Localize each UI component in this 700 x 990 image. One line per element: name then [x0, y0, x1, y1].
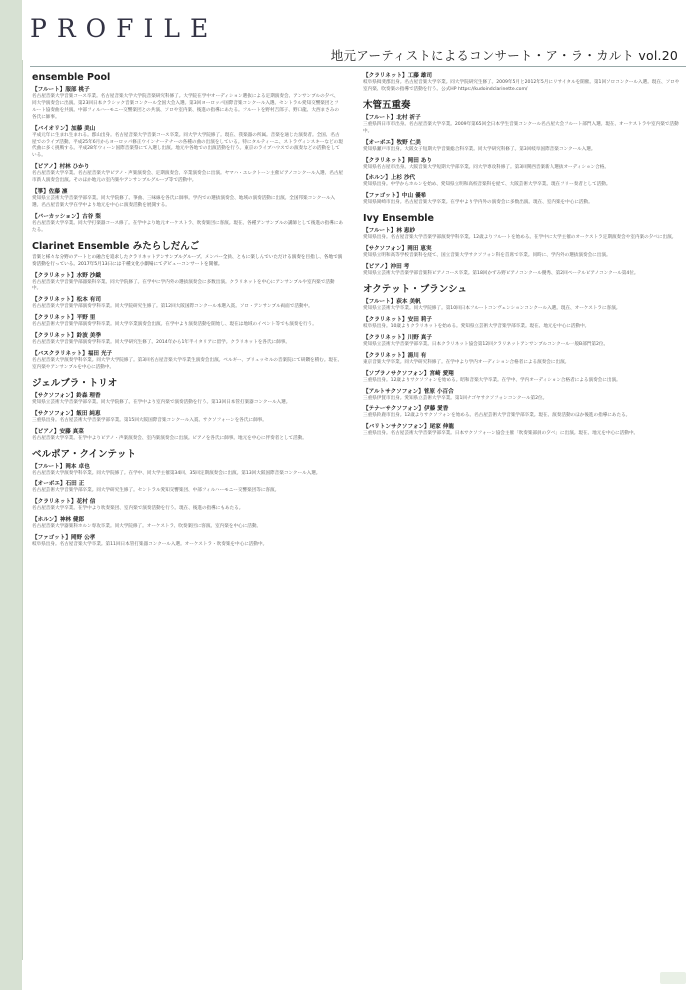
ensemble-section — [32, 449, 343, 550]
member-bio: 名古屋音楽大学卒業。在学中より吹奏楽団、室内楽で演奏活動を行う。現在、後進の指導にもあたる。 — [32, 506, 244, 512]
member-bio: 名古屋芸術大学音楽学部卒業。同大学研究生修了。セントラル愛知交響楽団、中部フィルハーモニー交響楽団等に客演。 — [32, 488, 280, 494]
member-profile — [32, 410, 343, 425]
member-bio: 愛知県立芸術大学卒業。同大学院修了。第10回日本フルートコンヴェンションコンクール入選。現在、オーケストラに客演。 — [363, 305, 621, 311]
member-name: 【ピアノ】沖田 考 — [363, 264, 410, 271]
header-rule — [30, 66, 686, 67]
member-name: 【ピアノ】村林 ひかり — [32, 164, 90, 171]
ensemble-section — [363, 284, 681, 438]
member-profile — [32, 463, 343, 478]
member-name: 【サクソフォン】鈴森 理香 — [32, 392, 101, 399]
ensemble-title: ensemble Pool — [32, 72, 111, 83]
ensemble-title: ジェルブラ・トリオ — [32, 377, 118, 389]
ensemble-section — [363, 100, 681, 207]
member-profile — [32, 188, 343, 210]
member-profile — [363, 114, 681, 136]
member-bio: 名古屋音楽大学卒業。在学中よりピアノ・声楽演奏会、室内楽演奏会に出演。ピアノを各氏に師事。地元を中心に伴奏者として活動。 — [32, 435, 307, 441]
member-bio: 名古屋芸術大学音楽学部演奏学科卒業。同大学卒業演奏会出演。在学中より演奏活動を開始し、現在は地域のイベント等でも演奏を行う。 — [32, 322, 317, 328]
member-name: 【フルート】岡本 卓也 — [32, 463, 90, 470]
member-bio: 岐阜県出身。名古屋音楽大学卒業。第11回日本管打楽器コンクール入選。オーケストラ・吹奏楽を中心に活動中。 — [32, 542, 268, 548]
member-bio: 名古屋音楽大学演奏学科卒業。同大学大学院修了。第3回名古屋音楽大学卒業生演奏会出演。ベルギー、ブリュッセルの音楽院にて研鑽を積む。現在、室内楽やアンサンブルを中心に活動中。 — [32, 358, 343, 370]
ensemble-title: オクテット・ブランシュ — [363, 283, 467, 295]
ensemble-section — [363, 72, 681, 94]
member-name: 【クラリネット】岡田 あり — [363, 157, 432, 164]
member-bio: 名古屋音楽大学卒業。同大学打楽器コース修了。在学中より地元オーケストラ、吹奏楽団に客演。現在、各種アンサンブルの講師として後進の指導にあたる。 — [32, 220, 344, 233]
member-bio: 岐阜県出身。10歳よりクラリネットを始める。愛知県立芸術大学音楽学部卒業。現在、地元を中心に活動中。 — [363, 323, 590, 329]
member-name: 【フルート】荻本 美帆 — [363, 298, 421, 305]
member-name: 【オーボエ】牧野 仁美 — [363, 139, 421, 146]
member-profile — [363, 72, 681, 94]
member-bio: 愛知県立芸術大学音楽学部卒業。同大学院修了。在学中より室内楽で演奏活動を行う。第13回日本管打楽器コンクール入選。 — [32, 399, 291, 405]
member-name: 【ホルン】上杉 沙代 — [363, 175, 416, 182]
member-profile — [32, 314, 343, 329]
member-name: 【クラリネット】花村 信 — [32, 499, 96, 506]
ensemble-title: Clarinet Ensemble みたらしだんご — [32, 240, 200, 252]
member-profile — [363, 298, 681, 313]
member-bio: 名古屋音楽大学音楽学部演奏学科卒業。同大学院研究生修了。第12回大阪国際コンクール本選入賞。ソロ・アンサンブル両面で活動中。 — [32, 304, 313, 310]
member-name: 【バイオリン】加藤 美山 — [32, 125, 96, 132]
member-bio: 愛知県岡崎市出身。名古屋音楽大学卒業。在学中より学内外の演奏会に多数出演。現在、室内楽を中心に活動。 — [363, 200, 593, 206]
member-bio: 三重県出身。名古屋芸術大学音楽学部卒業。第15回大阪国際音楽コンクール入賞。サクソフォーンを各氏に師事。 — [32, 417, 267, 423]
member-profile — [363, 423, 681, 438]
member-profile — [32, 350, 343, 372]
member-name: 【サクソフォン】岡田 恵実 — [363, 246, 432, 253]
member-bio: 名古屋音楽大学音楽学部演奏学科卒業。同大学研究生修了。2014年から1年半イタリアに留学。クラリネットを各氏に師事。 — [32, 340, 290, 346]
member-name: 【パーカッション】古谷 梨 — [32, 213, 101, 220]
member-bio: 愛知県出身。中学からホルンを始め、愛知県立明和高校音楽科を経て、大阪芸術大学卒業。現在フリー奏者として活動。 — [363, 182, 611, 188]
member-name: 【クラリネット】湯川 有 — [363, 352, 427, 359]
member-name: 【クラリネット】鈴波 美季 — [32, 333, 101, 340]
member-profile — [363, 227, 681, 242]
member-profile — [363, 139, 681, 154]
member-bio: 愛知県立芸術大学音楽学部卒業。日本クラリネット協会第12回クラリネットアンサンブルコンクール一般B部門第2位。 — [363, 341, 609, 347]
member-bio: 平成元年に生まれ生まれる。郡山出身。名古屋音楽大学音楽コース卒業。同大学大学院修了。現在、我楽器の所属。音楽を通じた演奏者。全国、名古屋でのライブ活動。平成25年6月からヨーロッパ修正ウインナーテナーの各種の曲の出演をしている。特にタルティーニ、ストラヴィンスキーなどの現代曲に多く挑戦する。平成28年ウィーン国際音楽祭にて入選し出演。地元や各地での出演活動を行う。東京のライブハウスでの演奏などの活動をしている。 — [32, 132, 343, 159]
member-name: 【ファゴット】岡野 公孝 — [32, 535, 96, 542]
member-profile — [363, 174, 681, 189]
member-profile — [363, 157, 681, 172]
member-bio: 愛知県名古屋市出身。大阪音楽大学短期大学部卒業。同大学専攻科修了。第3回関西音楽新人選抜オーディション合格。 — [363, 164, 609, 170]
member-name: 【オーボエ】石田 正 — [32, 481, 85, 488]
left-decorative-band — [0, 0, 22, 990]
member-profile — [32, 125, 343, 161]
member-bio: 三重県出身。名古屋芸術大学音楽学部卒業。日本サクソフォーン協会主催「吹奏楽部員の夕べ」に出演。現在、地元を中心に活動中。 — [363, 431, 639, 437]
member-profile — [363, 388, 681, 403]
member-name: 【バスクラリネット】福田 光子 — [32, 351, 113, 358]
member-name: 【ホルン】神林 健郎 — [32, 517, 85, 524]
member-name: 【アルトサクソフォン】菅原 小百合 — [363, 388, 454, 395]
member-bio: 三重県伊賀市出身。愛知県立芸術大学卒業。第1回ナゴヤサクソフォンコンクール第2位。 — [363, 395, 548, 401]
member-bio: 東京音楽大学卒業。同大学研究科修了。在学中より学内オーディション合格者による演奏会に出演。 — [363, 359, 570, 365]
member-profile — [32, 296, 343, 311]
member-bio: 名古屋音楽大学音楽コース卒業。名古屋音楽大学大学院音楽研究科修了。大学院在学中オーディション選抜による定期演奏会、アンサンブルの夕べ、同大学演奏会に出演。第23回日本クラシック音楽コンクール全国大会入選。第3回ヨーロッパ国際音楽コンクール入選。セントラル愛知交響楽団とフルート協奏曲を共演。中部フィルハーモニー交響楽団との共演、ソロや室内楽、後進の指導にあたる。フルートを野村吉郎子、野口龍、大西まさみの各氏に師事。 — [32, 94, 339, 120]
member-bio: 三重県出身。12歳よりサクソフォンを始める。昭和音楽大学卒業。在学中、学内オーディション合格者による演奏会に出演。 — [363, 377, 621, 383]
ensemble-title: Ivy Ensemble — [363, 213, 434, 225]
member-profile — [32, 428, 343, 443]
member-name: 【テナーサクソフォン】伊藤 愛香 — [363, 406, 449, 413]
divider-line — [22, 60, 23, 960]
member-bio: 愛知県瀬戸市出身。大阪女子短期大学音楽総合科卒業。同大学研究科修了。第3回岐阜国際音楽コンクール入選。 — [363, 146, 596, 152]
member-name: 【クラリネット】平野 里 — [32, 315, 96, 322]
corner-badge — [660, 972, 686, 984]
member-bio: 愛知県立芸術大学音楽学部音楽科ピアノコース卒業。第18回かずみ野ピアノコンクール優秀、第2回ペーテルピアノコンクール第4位。 — [363, 271, 639, 277]
member-profile — [363, 192, 681, 207]
member-profile — [32, 480, 343, 495]
member-name: 【クラリネット】安田 莉子 — [363, 316, 432, 323]
ensemble-section — [363, 213, 681, 278]
left-column — [32, 72, 343, 555]
right-column — [363, 72, 681, 444]
page-title: PROFILE — [30, 14, 219, 43]
member-name: 【クラリネット】松本 有司 — [32, 297, 101, 304]
member-name: 【フルート】林 恵紗 — [363, 228, 416, 235]
member-profile — [363, 352, 681, 367]
member-bio: 岐阜県揖斐郡出身。名古屋音楽大学卒業。同大学院研究生修了。2009年5月と2012年5月にリサイタルを開催。第1回ソロコンクール入選。現在、ソロや室内楽、吹奏楽の指導で活動を行う。公式HP https://kudoindclarinette.com/ — [363, 80, 680, 92]
page-subtitle: 地元アーティストによるコンサート・ア・ラ・カルト vol.20 — [330, 48, 678, 63]
member-profile — [32, 332, 343, 347]
member-name: 【箏】佐藤 凛 — [32, 189, 68, 196]
member-profile — [363, 334, 681, 349]
member-profile — [32, 534, 343, 549]
member-bio: 名古屋音楽大学演奏学科卒業。同大学院修了。在学中、同大学主催第34回、35回定期演奏会に出演。第13回大阪国際音楽コンクール入選。 — [32, 470, 321, 476]
member-profile — [363, 263, 681, 278]
ensemble-section — [32, 378, 343, 443]
ensemble-section — [32, 241, 343, 372]
member-name: 【サクソフォン】飯田 純恵 — [32, 410, 101, 417]
member-profile — [32, 516, 343, 531]
member-name: 【クラリネット】工藤 雄司 — [363, 73, 432, 79]
member-bio: 三重県四日市市出身。名古屋音楽大学卒業。2009年第65回全日本学生音楽コンクール名古屋大会フルート部門入選。現在、オーケストラや室内楽で活動中。 — [363, 121, 679, 134]
member-bio: 愛知県立明和高等学校音楽科を経て、国立音楽大学サクソフォン科を首席で卒業。同時に、学内外の選抜演奏会に出演。 — [363, 253, 611, 259]
member-name: 【フルート】服部 桃子 — [32, 87, 90, 93]
member-name: 【クラリネット】川野 真子 — [363, 334, 432, 341]
member-profile — [32, 213, 343, 235]
member-bio: 愛知県出身。名古屋音楽大学音楽学部演奏学科卒業。12歳よりフルートを始める。在学中に大学主催のオーケストラ定期演奏会や室内楽の夕べに出演。 — [363, 235, 677, 241]
member-bio: 名古屋音楽大学器楽科ホルン専攻卒業。同大学院修了。オーケストラ、吹奏楽団に客演。室内楽を中心に活動。 — [32, 524, 262, 530]
member-name: 【バリトンサクソフォン】尾家 伸龍 — [363, 424, 454, 431]
member-profile — [32, 163, 343, 185]
member-name: 【ピアノ】安藤 真菜 — [32, 428, 84, 435]
member-profile — [363, 370, 681, 385]
member-profile — [32, 392, 343, 407]
ensemble-description: 音楽と様々な分野のアートとの融合を追求したクラリネットアンサンブルグループ。メンバー全員、ともに楽しんでいただける演奏を目指し、各地で演奏活動を行っている。2017年5月13日には千種文化小劇場にてデビューコンサートを開催。 — [32, 254, 343, 267]
member-profile — [32, 498, 343, 513]
member-profile — [32, 272, 343, 294]
member-profile — [363, 316, 681, 331]
member-bio: 名古屋音楽大学卒業。名古屋音楽大学ピアノ・声楽演奏会、定期演奏会、卒業演奏会に出演。ヤマハ・エレクトーン主催ピアノコンクール入選、名古屋市新人演奏会出演。そのほか地元の室内楽やアンサンブルグループ等で活動中。 — [32, 171, 344, 184]
ensemble-title: ベルポア・クインテット — [32, 448, 137, 460]
member-name: 【フルート】北村 祈子 — [363, 114, 421, 121]
member-profile — [32, 86, 343, 122]
member-bio: 名古屋音楽大学音楽学部器楽科卒業。同大学院修了。在学中に学内外の選抜演奏会に多数出演。クラリネットを中心にアンサンブルや室内楽で活動中。 — [32, 279, 335, 292]
ensemble-title: 木管五重奏 — [363, 99, 411, 111]
member-bio: 三重県鈴鹿市出身。12歳よりサクソフォンを始める。名古屋芸術大学音楽学部卒業。現在、演奏活動のほか後進の指導にあたる。 — [363, 413, 631, 419]
member-name: 【ソプラノサクソフォン】宮崎 愛翔 — [363, 370, 454, 377]
member-name: 【ファゴット】中山 優希 — [363, 193, 427, 200]
member-name: 【クラリネット】水野 沙織 — [32, 272, 101, 279]
member-profile — [363, 245, 681, 260]
member-bio: 愛知県立芸術大学音楽学部卒業。同大学院修了。箏曲、三味線を各氏に師事。学内での選抜演奏会、地域の演奏活動に出演。全国邦楽コンクール入選。名古屋音楽大学在学中より地元を中心に演奏活動を展開する。 — [32, 196, 336, 208]
ensemble-section — [32, 72, 343, 235]
member-profile — [363, 405, 681, 420]
